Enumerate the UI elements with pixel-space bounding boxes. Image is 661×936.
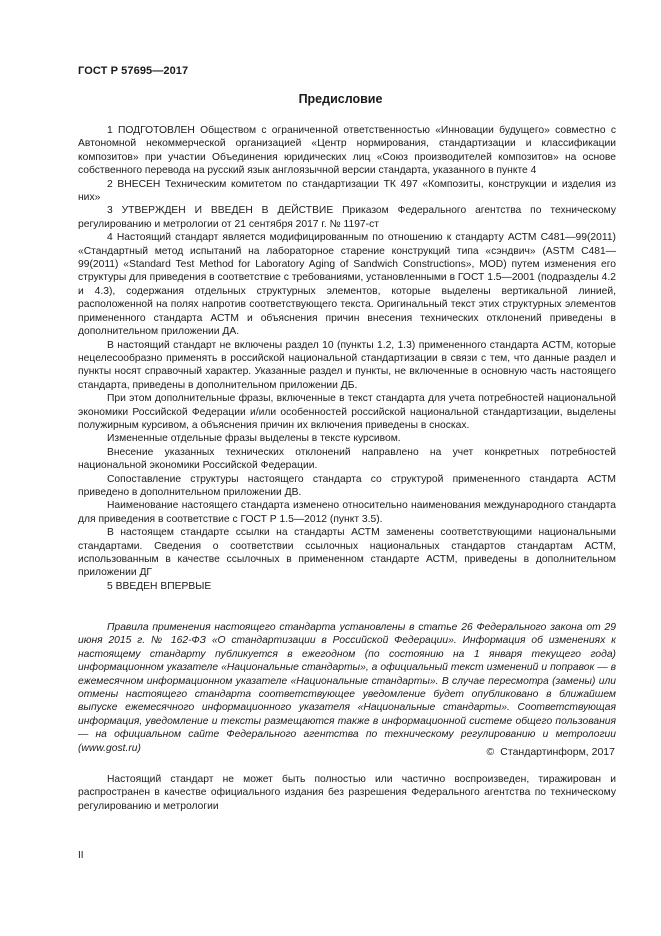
paragraph: При этом дополнительные фразы, включенные в текст стандарта для учета потребностей национальной экономики Российской Федерации и/или особенностей российской национальной стандартизации, выделены полужирным курсивом, а объяснения причин их включения приведены в сносках. — [78, 393, 616, 431]
copyright — [487, 746, 615, 759]
page-number: II — [78, 850, 84, 861]
foreword-body — [78, 124, 616, 593]
copyright-icon: © — [486, 746, 495, 758]
paragraph: Сопоставление структуры настоящего стандарта со структурой примененного стандарта АСТМ приведено в дополнительном приложении ДВ. — [78, 473, 616, 498]
notice-text: Правила применения настоящего стандарта установлены в статье 26 Федерального закона от 29 июня 2015 г. № 162-ФЗ «О стандартизации в Российской Федерации». Информация об изменениях к настоящему стандарту публикуется в ежегодном (по состоянию на 1 января текущего года) информационном указателе «Национальные стандарты», а официальный текст изменений и поправок — в ежемесячном информационном указателе «Национальные стандарты». В случае пересмотра (замены) или отмены настоящего стандарта соответствующее уведомление будет опубликовано в ближайшем выпуске ежемесячного информационного указателя «Национальные стандарты». Соответствующая информация, уведомление и тексты размещаются также в информационной системе общего пользования — на официальном сайте Федерального агентства по техническому регулированию и метрологии (www.gost.ru) — [78, 622, 616, 754]
paragraph: 5 ВВЕДЕН ВПЕРВЫЕ — [107, 580, 212, 592]
paragraph: Внесение указанных технических отклонений направлено на учет конкретных потребностей национальной экономики Российской Федерации. — [78, 446, 616, 472]
legal-text: Настоящий стандарт не может быть полностью или частично воспроизведен, тиражирован и распространен в качестве официального издания без разрешения Федерального агентства по техническому регулированию и метрологии — [78, 774, 616, 812]
paragraph: В настоящем стандарте ссылки на стандарты АСТМ заменены соответствующими национальными стандартами. Сведения о соответствии ссылочных национальных стандартов стандартам АСТМ, использованным в качестве ссылочных в примененном стандарте АСТМ, приведены в дополнительном приложении ДГ — [78, 527, 616, 579]
paragraph: 4 Настоящий стандарт является модифицированным по отношению к стандарту АСТМ С481—99(2011) «Стандартный метод испытаний на лабораторное старение конструкций типа «сэндвич» (ASTM C481—99(2011) «Standard Test Method for Laboratory Aging of Sandwich Constructions», MOD) путем изменения его структуры для приведения в соответствие с требованиями, установленными в ГОСТ 1.5—2001 (подразделы 4.2 и 4.3), содержания отдельных структурных элементов, которые выделены вертикальной линией, расположенной на полях напротив соответствующего текста. Оригинальный текст этих структурных элементов примененного стандарта АСТМ и объяснения причин внесения технических отклонений приведены в дополнительном приложении ДА. — [78, 232, 616, 338]
paragraph: 2 ВНЕСЕН Техническим комитетом по стандартизации ТК 497 «Композиты, конструкции и изделия из них» — [78, 178, 616, 204]
legal-notice — [78, 773, 616, 813]
paragraph: Измененные отдельные фразы выделены в тексте курсивом. — [107, 433, 401, 445]
paragraph: Наименование настоящего стандарта изменено относительно наименования международного стандарта для приведения в соответствие с ГОСТ Р 1.5—2012 (пункт 3.5). — [78, 500, 616, 525]
standard-header: ГОСТ Р 57695—2017 — [78, 65, 189, 77]
paragraph: 3 УТВЕРЖДЕН И ВВЕДЕН В ДЕЙСТВИЕ Приказом Федерального агентства по техническому регулированию и метрологии от 21 сентября 2017 г. № 1197-ст — [78, 205, 616, 230]
paragraph: В настоящий стандарт не включены раздел 10 (пункты 1.2, 1.3) примененного стандарта АСТМ, которые нецелесообразно применять в российской национальной стандартизации в связи с тем, что данные раздел и пункты носят справочный характер. Указанные раздел и пункты, не включенные в основную часть настоящего стандарта, приведены в дополнительном приложении ДБ. — [78, 339, 616, 391]
paragraph: 1 ПОДГОТОВЛЕН Обществом с ограниченной ответственностью «Инновации будущего» совместно с Автономной некоммерческой организацией «Центр нормирования, стандартизации и классификации композитов» при участии Объединения юридических лиц «Союз производителей композитов» на основе собственного перевода на русский язык англоязычной версии стандарта, указанного в пункте 4 — [78, 125, 616, 177]
application-rules-notice — [78, 621, 616, 755]
copyright-text: Стандартинформ, 2017 — [500, 746, 615, 758]
page-title: Предисловие — [298, 92, 383, 106]
